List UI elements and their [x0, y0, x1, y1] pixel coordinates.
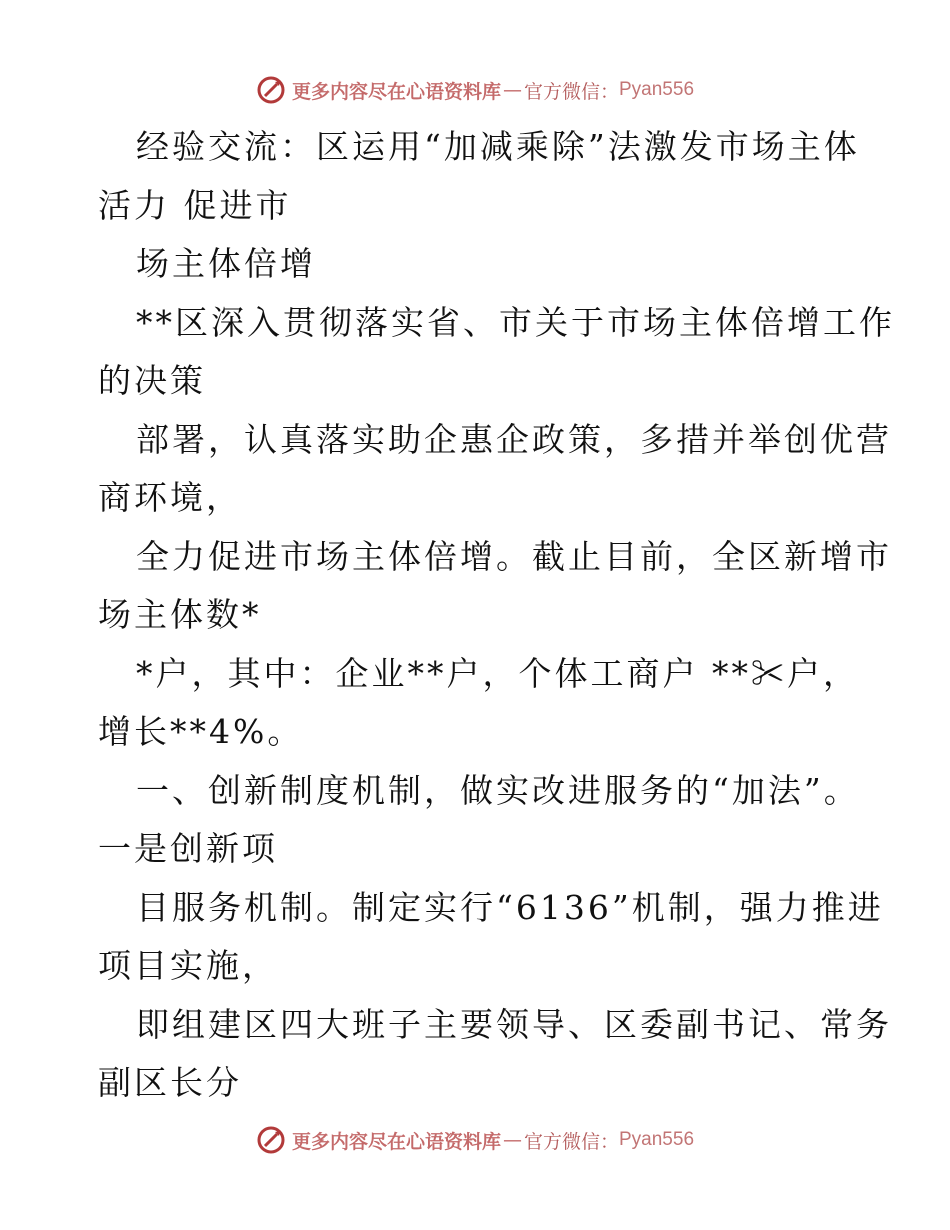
watermark-site-text: 更多内容尽在心语资料库: [291, 80, 501, 103]
text-line: **区深入贯彻落实省、市关于市场主体倍增工作: [136, 302, 895, 342]
document-body: [98, 118, 895, 1113]
text-line: 项目实施，: [98, 946, 278, 985]
quill-logo-icon: [256, 1125, 286, 1155]
watermark-dash: —: [502, 1129, 522, 1151]
text-line: 场主体倍增: [136, 244, 316, 283]
watermark-wechat-label: 官方微信：: [523, 1130, 619, 1153]
text-line: 经验交流：区运用“加减乘除”法激发市场主体: [136, 127, 860, 166]
watermark-banner-top: [0, 70, 950, 110]
quill-logo-icon: [256, 75, 286, 105]
text-line: 商环境，: [98, 478, 242, 517]
text-line: 部署，认真落实助企惠企政策，多措并举创优营: [136, 419, 892, 459]
watermark-banner-bottom: [0, 1120, 950, 1160]
watermark-wechat-id: Pyan556: [619, 1129, 695, 1150]
text-line: *户，其中：企业**户，个体工商户 **✂户，: [136, 653, 859, 693]
text-line: 的决策: [98, 361, 206, 400]
watermark-wechat-label: 官方微信：: [523, 80, 619, 103]
text-line: 一、创新制度机制，做实改进服务的“加法”。: [136, 770, 860, 810]
text-line: 活力 促进市: [98, 185, 292, 225]
watermark-site-text: 更多内容尽在心语资料库: [291, 1130, 501, 1153]
text-line: 增长**4%。: [98, 712, 304, 751]
text-line: 一是创新项: [98, 829, 278, 868]
watermark-dash: —: [502, 79, 522, 101]
watermark-wechat-id: Pyan556: [619, 79, 695, 100]
text-line: 目服务机制。制定实行“6136”机制，强力推进: [136, 887, 884, 927]
text-line: 即组建区四大班子主要领导、区委副书记、常务: [136, 1004, 892, 1044]
text-line: 场主体数*: [98, 595, 262, 634]
text-line: 全力促进市场主体倍增。截止目前，全区新增市: [136, 536, 892, 576]
text-line: 副区长分: [98, 1063, 242, 1102]
